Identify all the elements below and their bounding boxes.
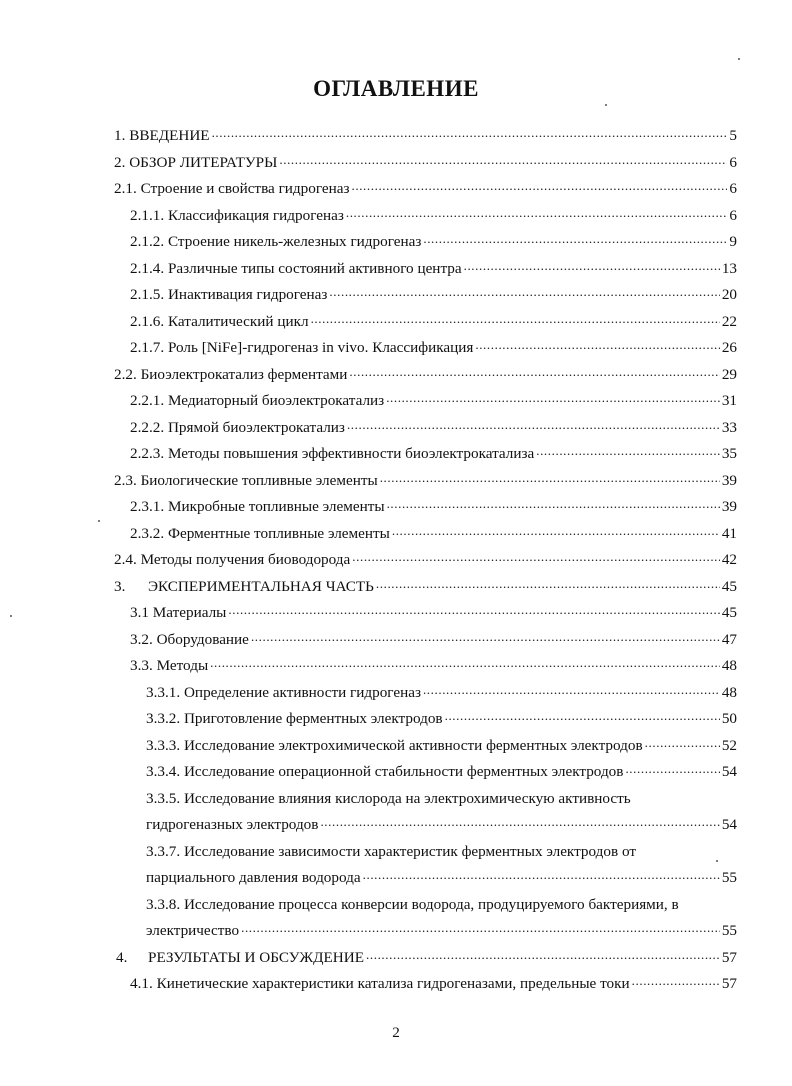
toc-entry-page: 45 <box>721 578 737 595</box>
toc-entry-page: 54 <box>721 816 737 833</box>
toc-entry-page: 41 <box>721 525 737 542</box>
dot-leader <box>212 126 728 140</box>
dot-leader <box>423 683 720 697</box>
scan-speck <box>716 860 718 862</box>
toc-entry-page: 20 <box>721 286 737 303</box>
toc-entry-page: 55 <box>721 922 737 939</box>
dot-leader <box>464 259 720 273</box>
toc-entry[interactable] <box>146 789 737 809</box>
toc-entry-title <box>116 948 366 968</box>
toc-entry-title: 2. ОБЗОР ЛИТЕРАТУРЫ <box>114 154 278 171</box>
toc-entry-title: 2.1.2. Строение никель-железных гидрогеназ <box>130 233 422 250</box>
toc-entry-page: 57 <box>721 975 737 992</box>
toc-entry-label: ЭКСПЕРИМЕНТАЛЬНАЯ ЧАСТЬ <box>148 578 374 595</box>
toc-entry-title: 3.1 Материалы <box>130 604 227 621</box>
dot-leader <box>423 232 727 246</box>
toc-entry-page: 48 <box>721 657 737 674</box>
toc-entry[interactable] <box>130 497 737 517</box>
toc-entry[interactable] <box>146 815 737 835</box>
toc-entry-title: 3.3.1. Определение активности гидрогеназ <box>146 684 421 701</box>
toc-entry-title: 2.1.6. Каталитический цикл <box>130 313 309 330</box>
dot-leader <box>228 603 719 617</box>
toc-entry-title: 2.3.1. Микробные топливные элементы <box>130 498 385 515</box>
dot-leader <box>352 179 728 193</box>
dot-leader <box>536 444 720 458</box>
toc-entry[interactable] <box>146 921 737 941</box>
toc-entry[interactable] <box>130 259 737 279</box>
toc-entry-page: 50 <box>721 710 737 727</box>
toc-entry-title: 2.1.5. Инактивация гидрогеназ <box>130 286 328 303</box>
toc-entry-page: 33 <box>721 419 737 436</box>
dot-leader <box>352 550 720 564</box>
dot-leader <box>363 868 720 882</box>
toc-entry[interactable] <box>130 524 737 544</box>
toc-entry[interactable] <box>146 842 737 862</box>
dot-leader <box>475 338 719 352</box>
toc-entry-title: 2.2.1. Медиаторный биоэлектрокатализ <box>130 392 385 409</box>
toc-entry[interactable] <box>130 285 737 305</box>
toc-entry[interactable] <box>130 232 737 252</box>
toc-entry-page: 52 <box>721 737 737 754</box>
toc-entry-page: 9 <box>729 233 737 250</box>
toc-entry-page: 42 <box>721 551 737 568</box>
dot-leader <box>376 577 720 591</box>
toc-entry-title: 3.3.3. Исследование электрохимической активности ферментных электродов <box>146 737 643 754</box>
dot-leader <box>241 921 720 935</box>
toc-entry-page: 35 <box>721 445 737 462</box>
toc-entry-page: 55 <box>721 869 737 886</box>
toc-entry-title: 2.1.4. Различные типы состояний активного центра <box>130 260 462 277</box>
dot-leader <box>632 974 720 988</box>
scan-speck <box>10 615 12 617</box>
toc-entry-page: 6 <box>729 154 737 171</box>
dot-leader <box>251 630 720 644</box>
toc-entry[interactable] <box>114 550 737 570</box>
toc-entry-page: 54 <box>721 763 737 780</box>
toc-entry[interactable] <box>130 206 737 226</box>
scan-speck <box>605 104 607 106</box>
page-number: 2 <box>392 1024 400 1041</box>
toc-entry[interactable] <box>114 179 737 199</box>
toc-entry-title: 3.3.8. Исследование процесса конверсии водорода, продуцируемого бактериями, в <box>146 896 679 913</box>
toc-entry-number: 4. <box>116 949 128 966</box>
toc-entry-title: 3.3. Методы <box>130 657 209 674</box>
toc-entry-title: 3.3.7. Исследование зависимости характеристик ферментных электродов от <box>146 843 637 860</box>
toc-entry[interactable] <box>114 577 737 597</box>
toc-entry-page: 26 <box>721 339 737 356</box>
dot-leader <box>279 153 727 167</box>
toc-entry-title: 2.1. Строение и свойства гидрогеназ <box>114 180 350 197</box>
toc-entry-title: 2.4. Методы получения биоводорода <box>114 551 351 568</box>
toc-entry-title: 2.2. Биоэлектрокатализ ферментами <box>114 366 348 383</box>
dot-leader <box>311 312 720 326</box>
toc-entry[interactable] <box>130 656 737 676</box>
page-title: ОГЛАВЛЕНИЕ <box>313 76 479 101</box>
toc-entry-title: 3.3.4. Исследование операционной стабильности ферментных электродов <box>146 763 624 780</box>
dot-leader <box>347 418 720 432</box>
toc-entry-title: 1. ВВЕДЕНИЕ <box>114 127 210 144</box>
toc-entry-title: 2.1.7. Роль [NiFe]-гидрогеназ in vivo. Классификация <box>130 339 474 356</box>
scan-speck <box>98 520 100 522</box>
toc-entry-title: 3.3.5. Исследование влияния кислорода на электрохимическую активность <box>146 790 631 807</box>
toc-entry-page: 6 <box>729 180 737 197</box>
toc-entry-page: 13 <box>721 260 737 277</box>
toc-entry-page: 45 <box>721 604 737 621</box>
toc-entry[interactable] <box>130 444 737 464</box>
toc-entry-title: гидрогеназных электродов <box>146 816 319 833</box>
toc-entry-title: 4.1. Кинетические характеристики катализа гидрогеназами, предельные токи <box>130 975 630 992</box>
toc-entry-number: 3. <box>114 578 126 595</box>
toc-entry-title: 2.3.2. Ферментные топливные элементы <box>130 525 390 542</box>
toc-entry-page: 31 <box>721 392 737 409</box>
toc-entry-title: 2.2.2. Прямой биоэлектрокатализ <box>130 419 345 436</box>
dot-leader <box>392 524 720 538</box>
toc-entry[interactable] <box>114 126 737 146</box>
toc-entry[interactable] <box>130 630 737 650</box>
toc-entry[interactable] <box>146 762 737 782</box>
toc-entry-title: 2.2.3. Методы повышения эффективности биоэлектрокатализа <box>130 445 535 462</box>
toc-entry[interactable] <box>146 868 737 888</box>
toc-entry[interactable] <box>130 391 737 411</box>
toc-entry[interactable] <box>114 471 737 491</box>
toc-entry[interactable] <box>146 736 737 756</box>
toc-entry-title: 2.1.1. Классификация гидрогеназ <box>130 207 344 224</box>
dot-leader <box>329 285 719 299</box>
toc-entry-page: 47 <box>721 631 737 648</box>
toc-entry-title: парциального давления водорода <box>146 869 361 886</box>
dot-leader <box>349 365 719 379</box>
dot-leader <box>386 391 720 405</box>
dot-leader <box>346 206 728 220</box>
toc-entry-title: 3.2. Оборудование <box>130 631 249 648</box>
toc-entry-page: 5 <box>729 127 737 144</box>
toc-entry-page: 39 <box>721 472 737 489</box>
dot-leader <box>445 709 720 723</box>
toc-entry-title: электричество <box>146 922 240 939</box>
toc-entry-title: 3.3.2. Приготовление ферментных электродов <box>146 710 443 727</box>
scan-speck <box>738 58 740 60</box>
toc-entry[interactable] <box>130 338 737 358</box>
toc-entry[interactable] <box>130 974 737 994</box>
dot-leader <box>645 736 720 750</box>
toc-entry[interactable] <box>130 312 737 332</box>
dot-leader <box>625 762 719 776</box>
toc-entry-page: 57 <box>721 949 737 966</box>
toc-entry[interactable] <box>116 948 737 968</box>
toc-entry-title <box>114 577 376 597</box>
toc-entry[interactable] <box>114 365 737 385</box>
toc-entry[interactable] <box>114 153 737 173</box>
dot-leader <box>366 948 720 962</box>
toc-entry-page: 6 <box>729 207 737 224</box>
toc-entry-page: 29 <box>721 366 737 383</box>
toc-entry[interactable] <box>146 895 737 915</box>
toc-entry[interactable] <box>130 603 737 623</box>
toc-entry-page: 48 <box>721 684 737 701</box>
dot-leader <box>380 471 720 485</box>
dot-leader <box>210 656 720 670</box>
toc-entry-title: 2.3. Биологические топливные элементы <box>114 472 378 489</box>
dot-leader <box>387 497 720 511</box>
dot-leader <box>320 815 719 829</box>
toc-entry[interactable] <box>130 418 737 438</box>
toc-entry[interactable] <box>146 683 737 703</box>
toc-entry-page: 39 <box>721 498 737 515</box>
toc-entry-page: 22 <box>721 313 737 330</box>
toc-entry[interactable] <box>146 709 737 729</box>
toc-entry-label: РЕЗУЛЬТАТЫ И ОБСУЖДЕНИЕ <box>148 949 365 966</box>
